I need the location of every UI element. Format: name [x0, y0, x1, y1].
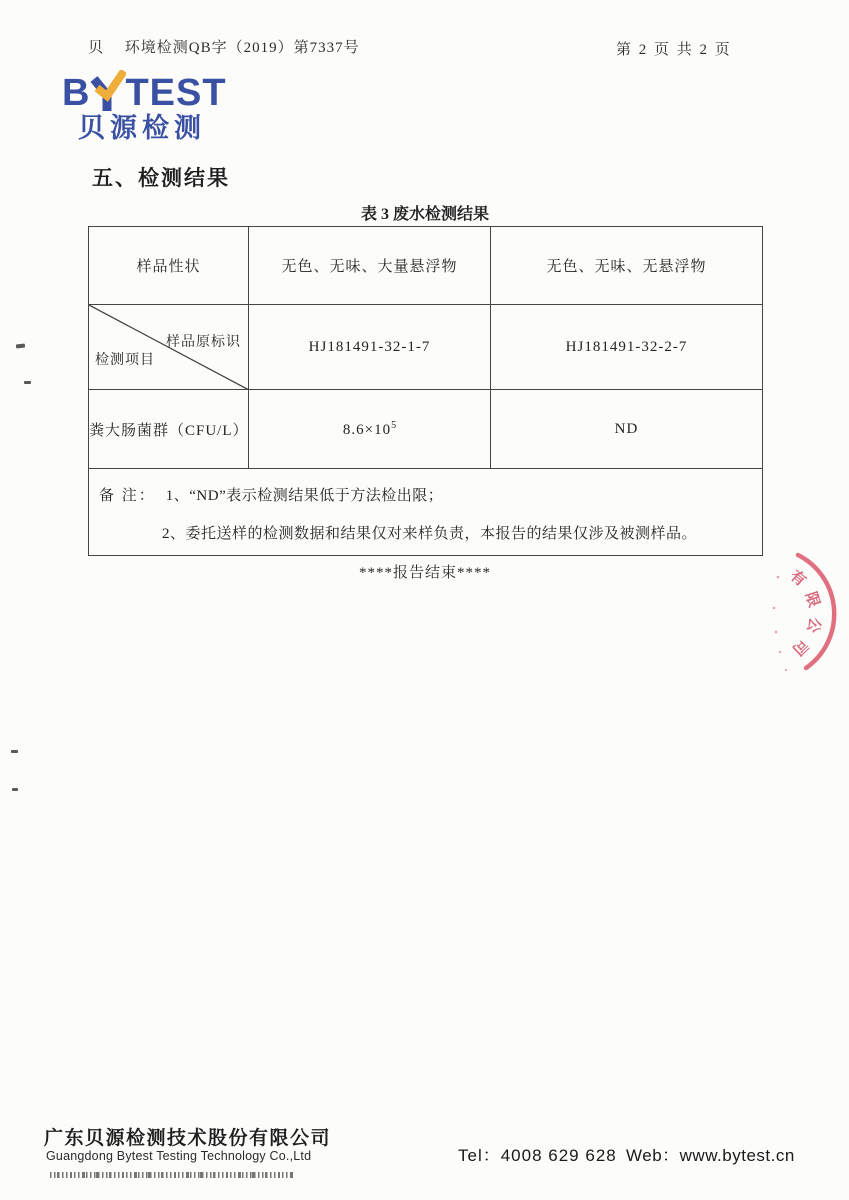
remark-label: 备 注： — [99, 488, 156, 504]
seal-speckles — [773, 576, 787, 671]
logo-letter-b: B — [62, 72, 91, 114]
remark-item-2: 2、委托送样的检测数据和结果仅对来样负责，本报告的结果仅涉及被测样品。 — [162, 526, 698, 542]
diagonal-header-top-label: 样品原标识 — [166, 335, 241, 350]
seal-char-2: 限 — [801, 589, 823, 610]
scan-artifact — [12, 788, 18, 791]
sample1-id-cell: HJ181491-32-1-7 — [249, 305, 491, 390]
results-table — [88, 226, 763, 556]
result-sample1-cell — [249, 390, 491, 469]
appearance-sample2-cell: 无色、无味、无悬浮物 — [491, 227, 763, 305]
table-caption: 表 3 废水检测结果 — [360, 206, 489, 223]
diagonal-header-bottom-label: 检测项目 — [95, 353, 155, 368]
remark-cell — [89, 469, 763, 556]
scan-artifact — [16, 344, 25, 349]
diagonal-header-cell — [89, 305, 249, 390]
result-value-base: 8.6×10 — [342, 421, 392, 438]
result-sample2-cell: ND — [491, 390, 763, 469]
table-row-appearance — [89, 227, 763, 305]
table-row-sample-id — [89, 305, 763, 390]
footer-company-name-cn: 广东贝源检测技术股份有限公司 — [44, 1128, 332, 1149]
barcode — [50, 1172, 293, 1178]
seal-char-1: 有 — [786, 567, 810, 590]
logo-check-y-icon — [89, 70, 126, 111]
section-title: 五、检测结果 — [92, 166, 230, 190]
scan-artifact — [24, 381, 31, 384]
sample2-id-cell: HJ181491-32-2-7 — [491, 305, 763, 390]
table-row-result — [89, 390, 763, 469]
scan-artifact — [11, 750, 18, 753]
page-number: 第 2 页 共 2 页 — [616, 42, 732, 58]
result-value-exponent: 5 — [391, 419, 397, 431]
seal-char-4: 司 — [788, 635, 812, 659]
document-number: 贝 环境检测QB字（2019）第7337号 — [88, 40, 360, 56]
footer-telephone: Tel：4008 629 628 — [458, 1146, 617, 1165]
appearance-sample1-cell: 无色、无味、大量悬浮物 — [249, 227, 491, 305]
footer-company-name-en: Guangdong Bytest Testing Technology Co.,Ltd — [46, 1149, 312, 1163]
remark-line-1 — [99, 484, 750, 505]
bytest-logo — [62, 70, 227, 142]
appearance-label-cell: 样品性状 — [89, 227, 249, 305]
result-item-label-cell: 粪大肠菌群（CFU/L） — [89, 390, 249, 469]
logo-letters-test: TEST — [125, 72, 227, 114]
remark-item-1: 1、“ND”表示检测结果低于方法检出限； — [165, 488, 444, 504]
report-end-text: ****报告结束**** — [358, 565, 491, 581]
table-row-remark — [89, 469, 763, 556]
seal-char-3: 公 — [803, 615, 824, 635]
logo-chinese-name: 贝源检测 — [78, 113, 206, 143]
footer-website: Web：www.bytest.cn — [626, 1146, 795, 1165]
company-seal-stamp — [700, 520, 849, 705]
logo-wordmark — [62, 70, 227, 112]
